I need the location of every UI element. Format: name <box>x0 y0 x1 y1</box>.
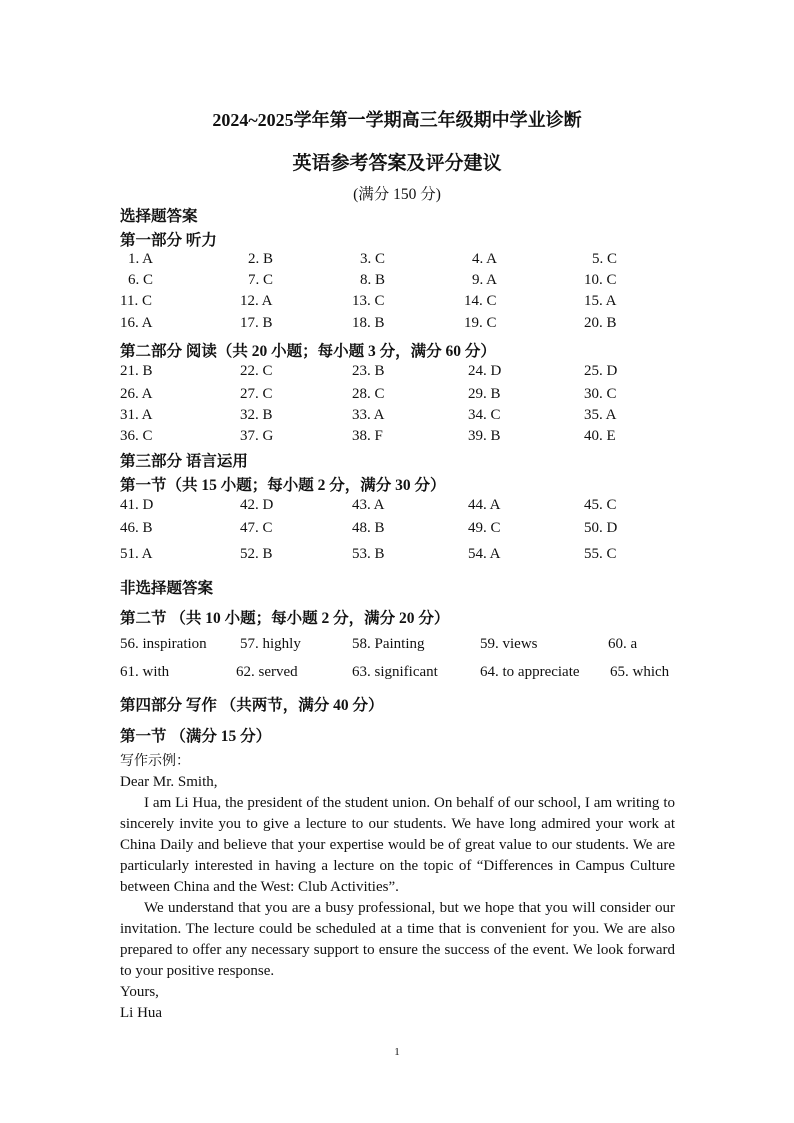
answer-item: 4. A <box>472 251 498 267</box>
part3-heading: 第三部分 语言运用 <box>120 453 248 470</box>
answer-item: 35. A <box>584 407 617 423</box>
answer-item: 42. D <box>240 497 274 513</box>
part1-heading: 第一部分 听力 <box>120 232 217 249</box>
answer-row <box>0 386 794 406</box>
answer-item: 46. B <box>120 520 153 536</box>
answer-item: 17. B <box>240 315 273 331</box>
answer-item: 26. A <box>120 386 153 402</box>
full-score-note: (满分 150 分) <box>353 186 441 203</box>
answer-item: 18. B <box>352 315 385 331</box>
answer-item: 61. with <box>120 664 170 680</box>
answer-item: 48. B <box>352 520 385 536</box>
answer-item: 9. A <box>472 272 498 288</box>
answer-item: 10. C <box>584 272 617 288</box>
answer-item: 43. A <box>352 497 385 513</box>
part3-section2-heading: 第二节 （共 10 小题；每小题 2 分，满分 20 分） <box>120 610 450 627</box>
answer-item: 30. C <box>584 386 617 402</box>
part3-section1-heading: 第一节（共 15 小题；每小题 2 分，满分 30 分） <box>120 477 446 494</box>
answer-item: 45. C <box>584 497 617 513</box>
answer-item: 59. views <box>480 636 538 652</box>
essay-paragraph: I am Li Hua, the president of the student union. On behalf of our school, I am writing to sincerely invite you to give a lecture to our students. We have long admired your work at China Daily and believe that your expertise would be of great value to our students. We are particularly interested in having a lecture on the topic of “Differences in Campus Culture between China and the West: Club Activities”. <box>120 795 675 895</box>
answer-item: 62. served <box>236 664 298 680</box>
answer-row <box>0 546 794 566</box>
essay-signature: Li Hua <box>120 1005 163 1021</box>
answer-item: 58. Painting <box>352 636 425 652</box>
answer-item: 56. inspiration <box>120 636 207 652</box>
answer-row <box>0 428 794 448</box>
answer-row <box>0 664 794 684</box>
answer-row <box>0 497 794 517</box>
essay-closing: Yours, <box>120 984 159 1000</box>
answer-item: 14. C <box>464 293 497 309</box>
answer-item: 3. C <box>360 251 386 267</box>
essay-paragraph: We understand that you are a busy professional, but we hope that you will consider our invitation. The lecture could be scheduled at a time that is convenient for you. We are also prepared to offer any necessary support to ensure the success of the event. We look forward to your positive response. <box>120 900 675 979</box>
answer-item: 8. B <box>360 272 386 288</box>
answer-item: 55. C <box>584 546 617 562</box>
answer-item: 63. significant <box>352 664 438 680</box>
answer-item: 54. A <box>468 546 501 562</box>
answer-item: 44. A <box>468 497 501 513</box>
non-choice-answers-heading: 非选择题答案 <box>120 580 214 597</box>
answer-item: 65. which <box>610 664 670 680</box>
answer-item: 23. B <box>352 363 385 379</box>
answer-item: 27. C <box>240 386 273 402</box>
answer-item: 32. B <box>240 407 273 423</box>
answer-item: 22. C <box>240 363 273 379</box>
answer-item: 60. a <box>608 636 638 652</box>
answer-item: 13. C <box>352 293 385 309</box>
answer-key-subtitle: 英语参考答案及评分建议 <box>292 153 502 174</box>
answer-item: 1. A <box>128 251 154 267</box>
answer-item: 41. D <box>120 497 154 513</box>
answer-row <box>0 363 794 383</box>
answer-row <box>0 272 794 292</box>
answer-row <box>0 407 794 427</box>
answer-item: 21. B <box>120 363 153 379</box>
answer-item: 64. to appreciate <box>480 664 580 680</box>
answer-item: 16. A <box>120 315 153 331</box>
answer-item: 49. C <box>468 520 501 536</box>
answer-item: 28. C <box>352 386 385 402</box>
answer-item: 52. B <box>240 546 273 562</box>
answer-item: 36. C <box>120 428 153 444</box>
sample-essay <box>120 751 675 1024</box>
answer-item: 37. G <box>240 428 274 444</box>
part4-heading: 第四部分 写作 （共两节，满分 40 分） <box>120 697 384 714</box>
page-number: 1 <box>394 1046 400 1058</box>
answer-row <box>0 293 794 313</box>
answer-item: 51. A <box>120 546 153 562</box>
answer-item: 5. C <box>592 251 618 267</box>
answer-item: 20. B <box>584 315 617 331</box>
answer-item: 7. C <box>248 272 274 288</box>
answer-row <box>0 520 794 540</box>
answer-item: 39. B <box>468 428 501 444</box>
choice-answers-heading: 选择题答案 <box>120 208 198 225</box>
part4-section1-heading: 第一节 （满分 15 分） <box>120 728 272 745</box>
answer-item: 53. B <box>352 546 385 562</box>
answer-item: 31. A <box>120 407 153 423</box>
part2-heading: 第二部分 阅读（共 20 小题；每小题 3 分，满分 60 分） <box>120 343 496 360</box>
answer-item: 2. B <box>248 251 274 267</box>
answer-item: 25. D <box>584 363 618 379</box>
answer-item: 29. B <box>468 386 501 402</box>
answer-item: 6. C <box>128 272 154 288</box>
answer-item: 15. A <box>584 293 617 309</box>
answer-item: 57. highly <box>240 636 301 652</box>
answer-row <box>0 636 794 656</box>
answer-item: 19. C <box>464 315 497 331</box>
answer-item: 38. F <box>352 428 383 444</box>
sample-essay-label: 写作示例： <box>120 753 190 769</box>
answer-item: 40. E <box>584 428 616 444</box>
answer-row <box>0 315 794 335</box>
answer-item: 50. D <box>584 520 618 536</box>
essay-greeting: Dear Mr. Smith, <box>120 774 218 790</box>
answer-row <box>0 251 794 271</box>
answer-item: 33. A <box>352 407 385 423</box>
answer-item: 47. C <box>240 520 273 536</box>
answer-item: 24. D <box>468 363 502 379</box>
answer-item: 12. A <box>240 293 273 309</box>
answer-item: 11. C <box>120 293 152 309</box>
exam-title: 2024~2025学年第一学期高三年级期中学业诊断 <box>212 110 582 130</box>
answer-item: 34. C <box>468 407 501 423</box>
